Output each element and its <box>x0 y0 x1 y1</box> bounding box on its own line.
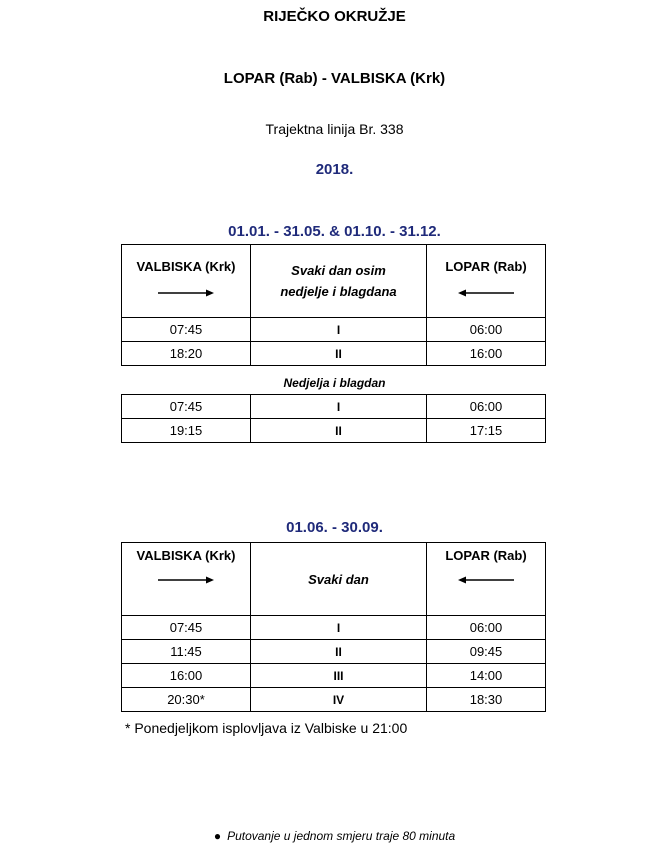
departure-time: 16:00 <box>122 664 251 688</box>
table-row <box>122 664 546 688</box>
departure-time: 07:45 <box>122 616 251 640</box>
duration-footer <box>0 829 669 843</box>
table-row <box>122 318 546 342</box>
return-port-label: LOPAR (Rab) <box>445 259 527 274</box>
route-title: LOPAR (Rab) - VALBISKA (Krk) <box>223 70 446 87</box>
table-row <box>122 395 546 419</box>
departure-time: 19:15 <box>122 419 251 443</box>
departure-time: 18:20 <box>122 342 251 366</box>
monday-footnote: * Ponedjeljkom isplovljava iz Valbiske u 21:00 <box>125 720 408 736</box>
timetable-summer <box>121 542 546 712</box>
arrow-left-icon <box>456 288 516 298</box>
table-header-row <box>122 245 546 318</box>
return-time: 14:00 <box>427 664 546 688</box>
table-row <box>122 640 546 664</box>
trip-number: I <box>251 318 427 342</box>
return-time: 06:00 <box>427 616 546 640</box>
trip-number: I <box>251 616 427 640</box>
table-header-row <box>122 543 546 616</box>
return-port-cell <box>427 543 546 616</box>
trip-number: II <box>251 640 427 664</box>
arrow-right-icon <box>156 575 216 585</box>
days-cell <box>251 543 427 616</box>
arrow-left-icon <box>456 575 516 585</box>
trip-number: II <box>251 342 427 366</box>
trip-number: II <box>251 419 427 443</box>
table-row <box>122 342 546 366</box>
return-time: 06:00 <box>427 395 546 419</box>
duration-text: Putovanje u jednom smjeru traje 80 minuta <box>227 829 456 843</box>
return-time: 18:30 <box>427 688 546 712</box>
return-time: 06:00 <box>427 318 546 342</box>
departure-port-cell <box>122 245 251 318</box>
departure-time: 07:45 <box>122 318 251 342</box>
table-row <box>122 688 546 712</box>
timetable-weekday <box>121 244 546 366</box>
days-line-1: Svaki dan osim <box>291 263 386 278</box>
table-row <box>122 616 546 640</box>
departure-port-label: VALBISKA (Krk) <box>136 259 236 274</box>
days-label: Svaki dan <box>308 571 369 587</box>
return-time: 16:00 <box>427 342 546 366</box>
trip-number: IV <box>251 688 427 712</box>
table-row <box>122 419 546 443</box>
period-title-2: 01.06. - 30.09. <box>286 519 383 536</box>
return-port-label: LOPAR (Rab) <box>445 548 527 563</box>
days-cell <box>251 245 427 318</box>
days-line-2: nedjelje i blagdana <box>280 284 397 299</box>
return-port-cell <box>427 245 546 318</box>
period-title-1: 01.01. - 31.05. & 01.10. - 31.12. <box>228 223 441 240</box>
sunday-label: Nedjelja i blagdan <box>283 376 386 390</box>
bullet-icon: ● <box>213 829 222 843</box>
departure-time: 20:30* <box>122 688 251 712</box>
departure-port-label: VALBISKA (Krk) <box>136 548 236 563</box>
departure-time: 07:45 <box>122 395 251 419</box>
trip-number: III <box>251 664 427 688</box>
return-time: 17:15 <box>427 419 546 443</box>
ferry-line-label: Trajektna linija Br. 338 <box>265 121 404 137</box>
arrow-right-icon <box>156 288 216 298</box>
departure-time: 11:45 <box>122 640 251 664</box>
timetable-sunday <box>121 394 546 443</box>
year-label: 2018. <box>315 161 354 178</box>
departure-port-cell <box>122 543 251 616</box>
return-time: 09:45 <box>427 640 546 664</box>
trip-number: I <box>251 395 427 419</box>
region-title: RIJEČKO OKRUŽJE <box>263 8 406 25</box>
